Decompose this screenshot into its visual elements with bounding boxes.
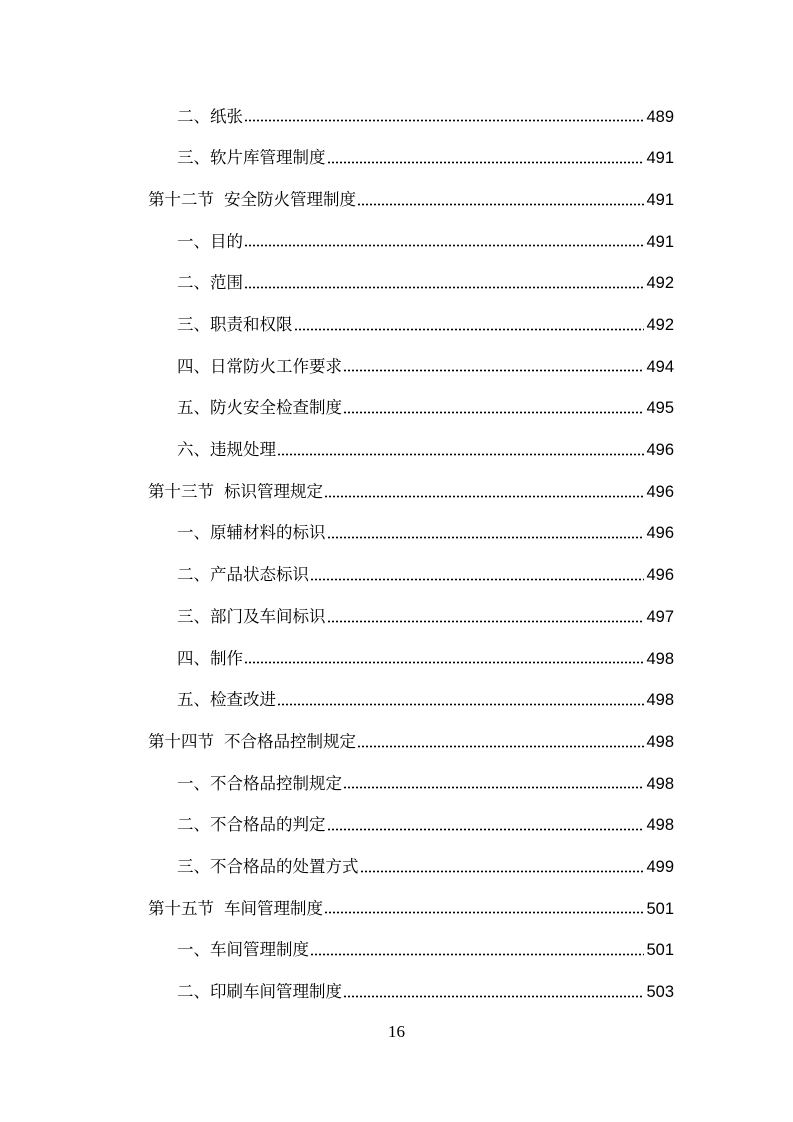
toc-entry-title: 三、职责和权限 (177, 315, 293, 335)
dot-leader (343, 786, 644, 789)
toc-entry-title: 三、不合格品的处置方式 (177, 856, 359, 876)
toc-entry[interactable] (177, 221, 674, 263)
dot-leader (327, 536, 645, 539)
toc-entry-page: 498 (646, 774, 674, 793)
toc-entry[interactable] (177, 638, 674, 680)
toc-entry-title: 一、目的 (177, 231, 243, 251)
toc-entry[interactable] (177, 430, 674, 472)
dot-leader (277, 703, 644, 706)
toc-entry-page: 499 (646, 857, 674, 876)
toc-section-entry[interactable] (148, 888, 674, 930)
dot-leader (244, 119, 644, 122)
toc-entry-title: 三、软片库管理制度 (177, 148, 326, 168)
toc-entry-title: 五、防火安全检查制度 (177, 398, 342, 418)
toc-entry-page: 492 (646, 316, 674, 335)
toc-entry-page: 497 (646, 607, 674, 626)
toc-entry-title: 二、纸张 (177, 106, 243, 126)
toc-entry[interactable] (177, 263, 674, 305)
toc-entry[interactable] (177, 96, 674, 138)
toc-section-entry[interactable] (148, 721, 674, 763)
toc-entry[interactable] (177, 388, 674, 430)
toc-section-entry[interactable] (148, 179, 674, 221)
toc-entry[interactable] (177, 805, 674, 847)
toc-section-number: 第十三节 (148, 481, 214, 501)
toc-entry-page: 496 (646, 441, 674, 460)
toc-entry-page: 489 (646, 107, 674, 126)
toc-entry-page: 496 (646, 566, 674, 585)
dot-leader (327, 161, 645, 164)
dot-leader (327, 828, 645, 831)
dot-leader (360, 870, 645, 873)
toc-entry-title: 二、产品状态标识 (177, 565, 309, 585)
toc-entry-page: 498 (646, 816, 674, 835)
toc-entry-title: 四、制作 (177, 648, 243, 668)
toc-entry-title: 一、原辅材料的标识 (177, 523, 326, 543)
toc-entry-page: 503 (646, 983, 674, 1002)
toc-section-heading (148, 731, 356, 751)
toc-section-title: 车间管理制度 (224, 898, 323, 918)
toc-entry-page: 491 (646, 232, 674, 251)
dot-leader (244, 244, 644, 247)
toc-entry-page: 498 (646, 691, 674, 710)
toc-entry[interactable] (177, 555, 674, 597)
toc-entry-page: 498 (646, 732, 674, 751)
toc-entry[interactable] (177, 346, 674, 388)
toc-entry-page: 491 (646, 190, 674, 209)
toc-entry[interactable] (177, 971, 674, 1013)
toc-section-entry[interactable] (148, 471, 674, 513)
dot-leader (343, 369, 644, 372)
toc-entry-page: 496 (646, 524, 674, 543)
toc-entry[interactable] (177, 304, 674, 346)
toc-entry-title: 二、印刷车间管理制度 (177, 982, 342, 1002)
toc-entry-page: 498 (646, 649, 674, 668)
dot-leader (357, 745, 644, 748)
toc-section-title: 标识管理规定 (224, 481, 323, 501)
toc-entry[interactable] (177, 930, 674, 972)
toc-entry[interactable] (177, 596, 674, 638)
toc-entry[interactable] (177, 138, 674, 180)
dot-leader (357, 203, 644, 206)
dot-leader (310, 953, 644, 956)
toc-entry-page: 491 (646, 149, 674, 168)
toc-entry-title: 二、范围 (177, 273, 243, 293)
toc-entry[interactable] (177, 763, 674, 805)
toc-section-title: 不合格品控制规定 (224, 731, 356, 751)
page-number: 16 (388, 1022, 405, 1041)
dot-leader (343, 411, 644, 414)
toc-entry-page: 501 (646, 941, 674, 960)
toc-section-number: 第十四节 (148, 731, 214, 751)
toc-section-heading (148, 898, 323, 918)
dot-leader (327, 620, 645, 623)
toc-entry-page: 495 (646, 399, 674, 418)
toc-section-number: 第十二节 (148, 189, 214, 209)
toc-entry-title: 一、不合格品控制规定 (177, 773, 342, 793)
toc-section-heading (148, 189, 356, 209)
toc-entry[interactable] (177, 846, 674, 888)
toc-entry-title: 三、部门及车间标识 (177, 606, 326, 626)
toc-section-title: 安全防火管理制度 (224, 189, 356, 209)
toc-entry-page: 492 (646, 274, 674, 293)
dot-leader (244, 661, 644, 664)
toc-entry-page: 496 (646, 482, 674, 501)
dot-leader (324, 911, 644, 914)
dot-leader (277, 453, 644, 456)
dot-leader (343, 995, 644, 998)
toc-section-heading (148, 481, 323, 501)
toc-entry-title: 六、违规处理 (177, 440, 276, 460)
toc-entry-title: 一、车间管理制度 (177, 940, 309, 960)
toc-entry-page: 501 (646, 899, 674, 918)
toc-section-number: 第十五节 (148, 898, 214, 918)
dot-leader (244, 286, 644, 289)
toc-entry-title: 四、日常防火工作要求 (177, 356, 342, 376)
toc-entry-title: 二、不合格品的判定 (177, 815, 326, 835)
toc-entry[interactable] (177, 680, 674, 722)
toc-entry[interactable] (177, 513, 674, 555)
toc-entry-title: 五、检查改进 (177, 690, 276, 710)
toc-entry-page: 494 (646, 357, 674, 376)
dot-leader (324, 495, 644, 498)
table-of-contents (0, 96, 793, 1013)
dot-leader (294, 328, 645, 331)
dot-leader (310, 578, 644, 581)
